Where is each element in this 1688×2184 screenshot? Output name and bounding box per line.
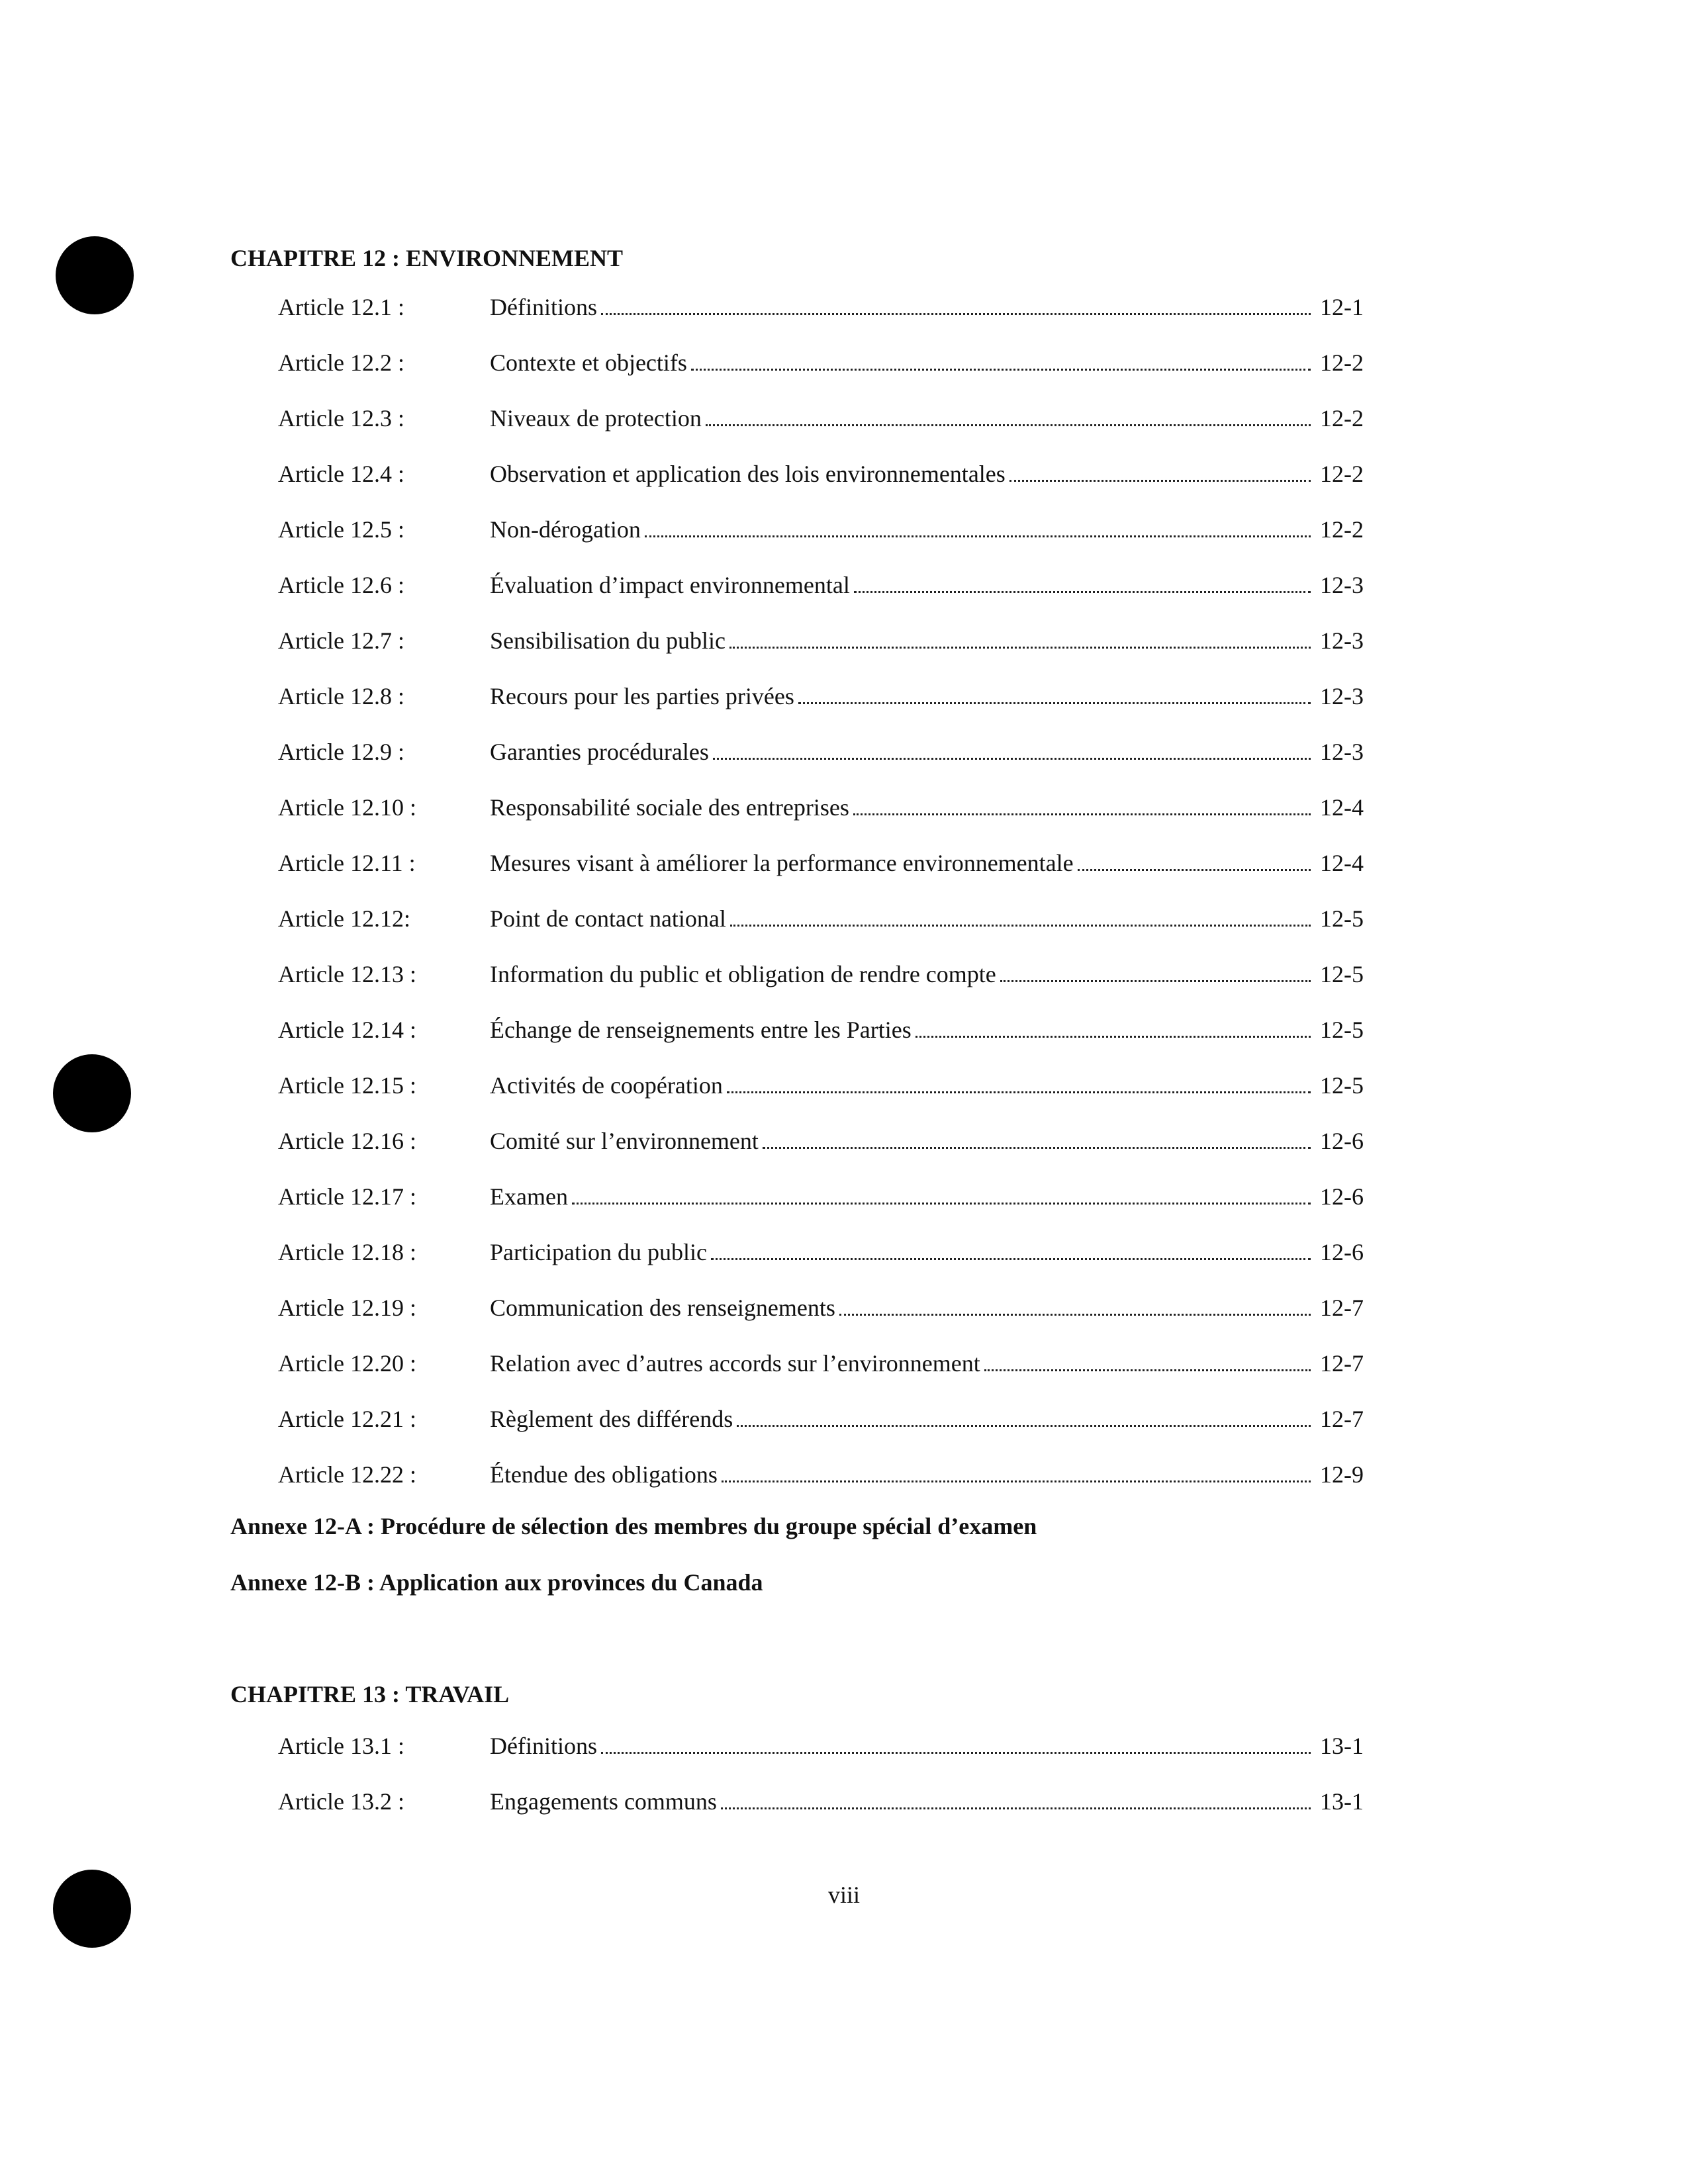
article-title: Étendue des obligations xyxy=(490,1461,718,1488)
dot-leader xyxy=(839,1314,1311,1316)
binder-hole xyxy=(56,236,134,314)
article-number: Article 12.9 : xyxy=(278,739,404,765)
toc-entry[interactable] xyxy=(278,1351,1364,1407)
page-ref: 12-1 xyxy=(1320,294,1364,320)
toc-entry[interactable] xyxy=(278,1790,1364,1845)
chapter-13-title: CHAPITRE 13 : TRAVAIL xyxy=(230,1681,510,1707)
article-title: Sensibilisation du public xyxy=(490,627,726,654)
page-ref: 12-3 xyxy=(1320,683,1364,709)
toc-entry[interactable] xyxy=(278,406,1364,462)
article-number: Article 12.12: xyxy=(278,905,410,932)
page-ref: 12-5 xyxy=(1320,1017,1364,1043)
dot-leader xyxy=(727,1091,1311,1093)
page-ref: 12-5 xyxy=(1320,1072,1364,1099)
dot-leader xyxy=(853,813,1311,815)
article-number: Article 12.10 : xyxy=(278,794,416,821)
article-title: Non-dérogation xyxy=(490,516,641,543)
dot-leader xyxy=(984,1369,1311,1371)
toc-entry[interactable] xyxy=(278,295,1364,351)
article-title: Observation et application des lois environnementales xyxy=(490,461,1006,487)
page-ref: 12-5 xyxy=(1320,905,1364,932)
page-ref: 12-3 xyxy=(1320,572,1364,598)
dot-leader xyxy=(737,1425,1311,1427)
article-number: Article 12.4 : xyxy=(278,461,404,487)
dot-leader xyxy=(763,1147,1311,1149)
page-ref: 12-9 xyxy=(1320,1461,1364,1488)
toc-entry[interactable] xyxy=(278,629,1364,684)
toc-entry[interactable] xyxy=(278,740,1364,796)
dot-leader xyxy=(1000,980,1311,982)
article-number: Article 12.8 : xyxy=(278,683,404,709)
page-ref: 12-2 xyxy=(1320,349,1364,376)
page-ref: 12-7 xyxy=(1320,1350,1364,1377)
article-number: Article 12.19 : xyxy=(278,1295,416,1321)
annex-12-b[interactable]: Annexe 12-B : Application aux provinces du Canada xyxy=(230,1569,763,1596)
page-ref: 12-2 xyxy=(1320,405,1364,432)
article-title: Participation du public xyxy=(490,1239,707,1265)
toc-entry[interactable] xyxy=(278,1463,1364,1518)
annex-12-a[interactable]: Annexe 12-A : Procédure de sélection des membres du groupe spécial d’examen xyxy=(230,1513,1037,1539)
dot-leader xyxy=(915,1036,1311,1038)
page-ref: 12-4 xyxy=(1320,850,1364,876)
page-ref: 12-2 xyxy=(1320,461,1364,487)
article-number: Article 12.3 : xyxy=(278,405,404,432)
dot-leader xyxy=(645,535,1311,537)
article-number: Article 12.11 : xyxy=(278,850,416,876)
article-number: Article 12.7 : xyxy=(278,627,404,654)
dot-leader xyxy=(572,1203,1311,1205)
toc-entry[interactable] xyxy=(278,1734,1364,1790)
dot-leader xyxy=(722,1480,1311,1482)
article-number: Article 12.18 : xyxy=(278,1239,416,1265)
article-number: Article 12.2 : xyxy=(278,349,404,376)
dot-leader xyxy=(713,758,1311,760)
page-ref: 12-7 xyxy=(1320,1406,1364,1432)
article-number: Article 12.17 : xyxy=(278,1183,416,1210)
article-title: Comité sur l’environnement xyxy=(490,1128,759,1154)
chapter-13-toc xyxy=(278,1734,1364,1845)
article-number: Article 12.14 : xyxy=(278,1017,416,1043)
dot-leader xyxy=(1078,869,1311,871)
page-ref: 12-5 xyxy=(1320,961,1364,987)
toc-entry[interactable] xyxy=(278,1407,1364,1463)
article-number: Article 12.16 : xyxy=(278,1128,416,1154)
toc-entry[interactable] xyxy=(278,1296,1364,1351)
page-ref: 12-4 xyxy=(1320,794,1364,821)
chapter-12-title: CHAPITRE 12 : ENVIRONNEMENT xyxy=(230,245,624,271)
article-title: Point de contact national xyxy=(490,905,726,932)
article-title: Garanties procédurales xyxy=(490,739,709,765)
page-ref: 12-6 xyxy=(1320,1239,1364,1265)
toc-entry[interactable] xyxy=(278,351,1364,406)
article-number: Article 12.1 : xyxy=(278,294,404,320)
toc-entry[interactable] xyxy=(278,462,1364,518)
toc-entry[interactable] xyxy=(278,1240,1364,1296)
article-title: Recours pour les parties privées xyxy=(490,683,794,709)
binder-hole xyxy=(53,1054,131,1132)
toc-entry[interactable] xyxy=(278,573,1364,629)
toc-entry[interactable] xyxy=(278,907,1364,962)
toc-entry[interactable] xyxy=(278,1018,1364,1073)
article-title: Responsabilité sociale des entreprises xyxy=(490,794,849,821)
article-number: Article 13.1 : xyxy=(278,1733,404,1759)
toc-entry[interactable] xyxy=(278,1129,1364,1185)
dot-leader xyxy=(706,424,1311,426)
toc-entry[interactable] xyxy=(278,1073,1364,1129)
article-title: Mesures visant à améliorer la performance environnementale xyxy=(490,850,1074,876)
article-number: Article 12.5 : xyxy=(278,516,404,543)
article-number: Article 13.2 : xyxy=(278,1788,404,1815)
page-ref: 12-7 xyxy=(1320,1295,1364,1321)
article-title: Définitions xyxy=(490,1733,597,1759)
toc-entry[interactable] xyxy=(278,851,1364,907)
page-ref: 12-3 xyxy=(1320,627,1364,654)
dot-leader xyxy=(691,369,1311,371)
dot-leader xyxy=(721,1807,1311,1809)
article-title: Communication des renseignements xyxy=(490,1295,835,1321)
article-title: Échange de renseignements entre les Parties xyxy=(490,1017,912,1043)
dot-leader xyxy=(729,647,1311,649)
article-number: Article 12.20 : xyxy=(278,1350,416,1377)
chapter-12-toc xyxy=(278,295,1364,1518)
toc-entry[interactable] xyxy=(278,684,1364,740)
article-title: Contexte et objectifs xyxy=(490,349,687,376)
toc-entry[interactable] xyxy=(278,518,1364,573)
page-ref: 12-6 xyxy=(1320,1128,1364,1154)
article-title: Relation avec d’autres accords sur l’environnement xyxy=(490,1350,980,1377)
article-title: Définitions xyxy=(490,294,597,320)
dot-leader xyxy=(711,1258,1311,1260)
article-title: Engagements communs xyxy=(490,1788,717,1815)
page-ref: 12-3 xyxy=(1320,739,1364,765)
article-number: Article 12.15 : xyxy=(278,1072,416,1099)
dot-leader xyxy=(601,1752,1311,1754)
dot-leader xyxy=(854,591,1311,593)
dot-leader xyxy=(730,925,1311,927)
page-number: viii xyxy=(827,1882,860,1908)
page-ref: 13-1 xyxy=(1320,1788,1364,1815)
article-number: Article 12.22 : xyxy=(278,1461,416,1488)
article-number: Article 12.6 : xyxy=(278,572,404,598)
toc-entry[interactable] xyxy=(278,1185,1364,1240)
toc-entry[interactable] xyxy=(278,962,1364,1018)
article-title: Niveaux de protection xyxy=(490,405,702,432)
article-title: Information du public et obligation de rendre compte xyxy=(490,961,996,987)
dot-leader xyxy=(1009,480,1311,482)
page-ref: 12-2 xyxy=(1320,516,1364,543)
toc-entry[interactable] xyxy=(278,796,1364,851)
article-number: Article 12.21 : xyxy=(278,1406,416,1432)
article-title: Activités de coopération xyxy=(490,1072,723,1099)
page-ref: 13-1 xyxy=(1320,1733,1364,1759)
article-number: Article 12.13 : xyxy=(278,961,416,987)
page-ref: 12-6 xyxy=(1320,1183,1364,1210)
dot-leader xyxy=(601,313,1311,315)
article-title: Évaluation d’impact environnemental xyxy=(490,572,850,598)
article-title: Règlement des différends xyxy=(490,1406,733,1432)
dot-leader xyxy=(798,702,1311,704)
article-title: Examen xyxy=(490,1183,568,1210)
